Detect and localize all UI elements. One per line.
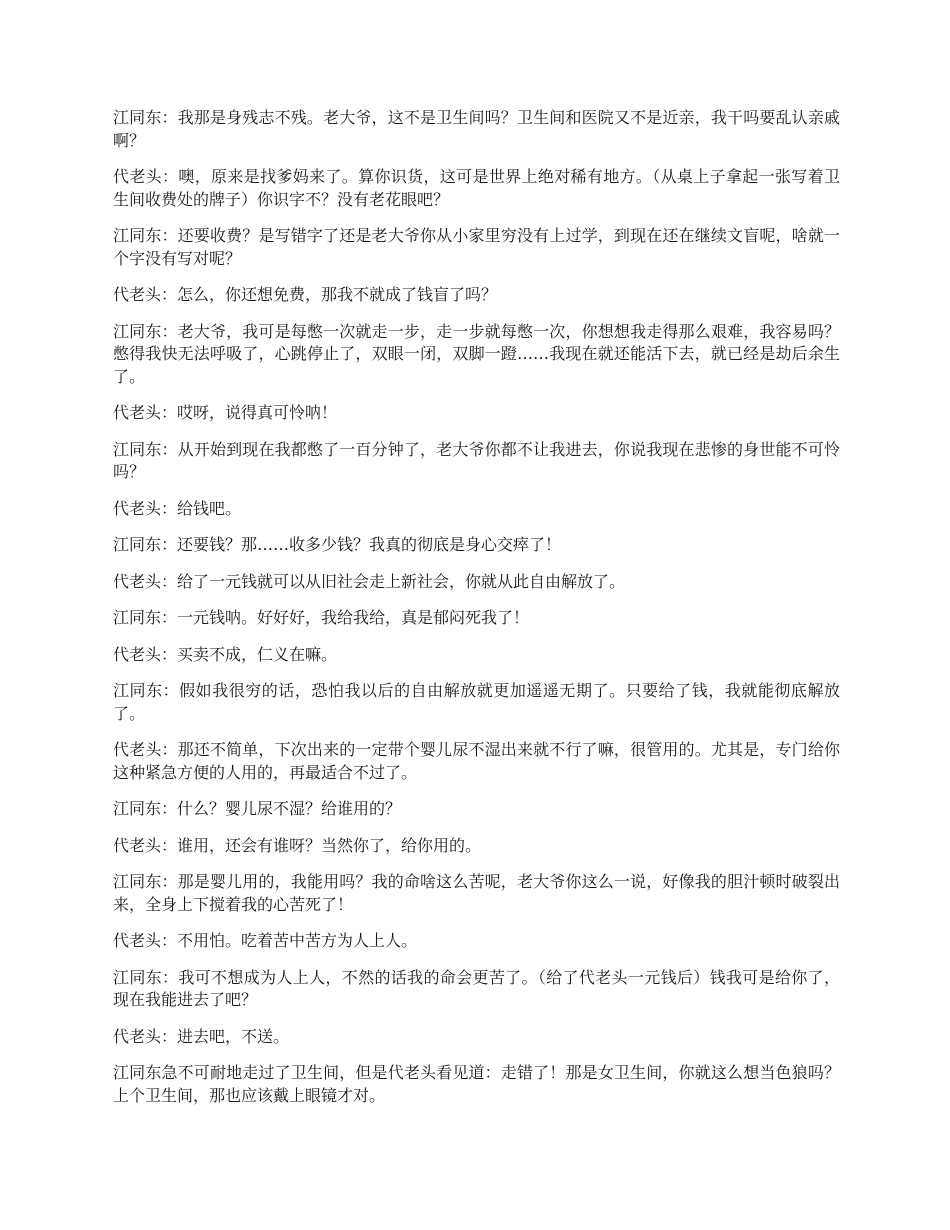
dialogue-paragraph: 江同东：我可不想成为人上人，不然的话我的命会更苦了。（给了代老头一元钱后）钱我可是给你了，现在我能进去了吧？	[113, 967, 840, 1009]
dialogue-paragraph: 江同东：假如我很穷的话，恐怕我以后的自由解放就更加遥遥无期了。只要给了钱，我就能彻底解放了。	[113, 681, 840, 723]
dialogue-paragraph: 代老头：进去吧，不送。	[113, 1026, 290, 1046]
dialogue-paragraph: 江同东：还要钱？那……收多少钱？我真的彻底是身心交瘁了！	[113, 535, 562, 554]
dialogue-paragraph: 代老头：谁用，还会有谁呀？当然你了，给你用的。	[113, 835, 482, 855]
dialogue-paragraph: 代老头：那还不简单，下次出来的一定带个婴儿尿不湿出来就不行了嘛，很管用的。尤其是，专门给你这种紧急方便的人用的，再最适合不过了。	[113, 740, 840, 782]
dialogue-paragraph: 江同东：老大爷，我可是每憋一次就走一步，走一步就每憋一次，你想想我走得那么艰难，我容易吗？憋得我快无法呼吸了，心跳停止了，双眼一闭，双脚一蹬……我现在就还能活下去，就已经是劫后余生了。	[113, 321, 840, 386]
dialogue-paragraph: 代老头：买卖不成，仁义在嘛。	[113, 644, 338, 664]
dialogue-paragraph: 江同东：什么？婴儿尿不湿？给谁用的？	[113, 799, 402, 818]
dialogue-paragraph: 江同东：那是婴儿用的，我能用吗？我的命啥这么苦呢，老大爷你这么一说，好像我的胆汁顿时破裂出来，全身上下搅着我的心苦死了！	[113, 872, 840, 914]
dialogue-paragraph: 江同东：我那是身残志不残。老大爷，这不是卫生间吗？卫生间和医院又不是近亲，我干吗要乱认亲戚啊？	[113, 108, 840, 150]
dialogue-paragraph: 代老头：噢，原来是找爹妈来了。算你识货，这可是世界上绝对稀有地方。（从桌上子拿起一张写着卫生间收费处的牌子）你识字不？没有老花眼吧？	[113, 167, 840, 209]
dialogue-paragraph: 江同东：一元钱呐。好好好，我给我给，真是郁闷死我了！	[113, 608, 530, 627]
document-body	[113, 107, 840, 1121]
dialogue-paragraph: 代老头：给了一元钱就可以从旧社会走上新社会，你就从此自由解放了。	[113, 571, 626, 591]
dialogue-paragraph: 代老头：不用怕。吃着苦中苦方为人上人。	[113, 931, 418, 950]
dialogue-paragraph: 代老头：哎呀，说得真可怜呐！	[113, 403, 338, 422]
narration-paragraph: 江同东急不可耐地走过了卫生间，但是代老头看见道：走错了！那是女卫生间，你就这么想当色狼吗？上个卫生间，那也应该戴上眼镜才对。	[113, 1063, 840, 1105]
dialogue-paragraph: 代老头：给钱吧。	[113, 498, 242, 518]
dialogue-paragraph: 江同东：从开始到现在我都憋了一百分钟了，老大爷你都不让我进去，你说我现在悲惨的身世能不可怜吗？	[113, 439, 840, 481]
dialogue-paragraph: 江同东：还要收费？是写错字了还是老大爷你从小家里穷没有上过学，到现在还在继续文盲呢，啥就一个字没有写对呢？	[113, 226, 840, 268]
dialogue-paragraph: 代老头：怎么，你还想免费，那我不就成了钱盲了吗？	[113, 285, 498, 304]
